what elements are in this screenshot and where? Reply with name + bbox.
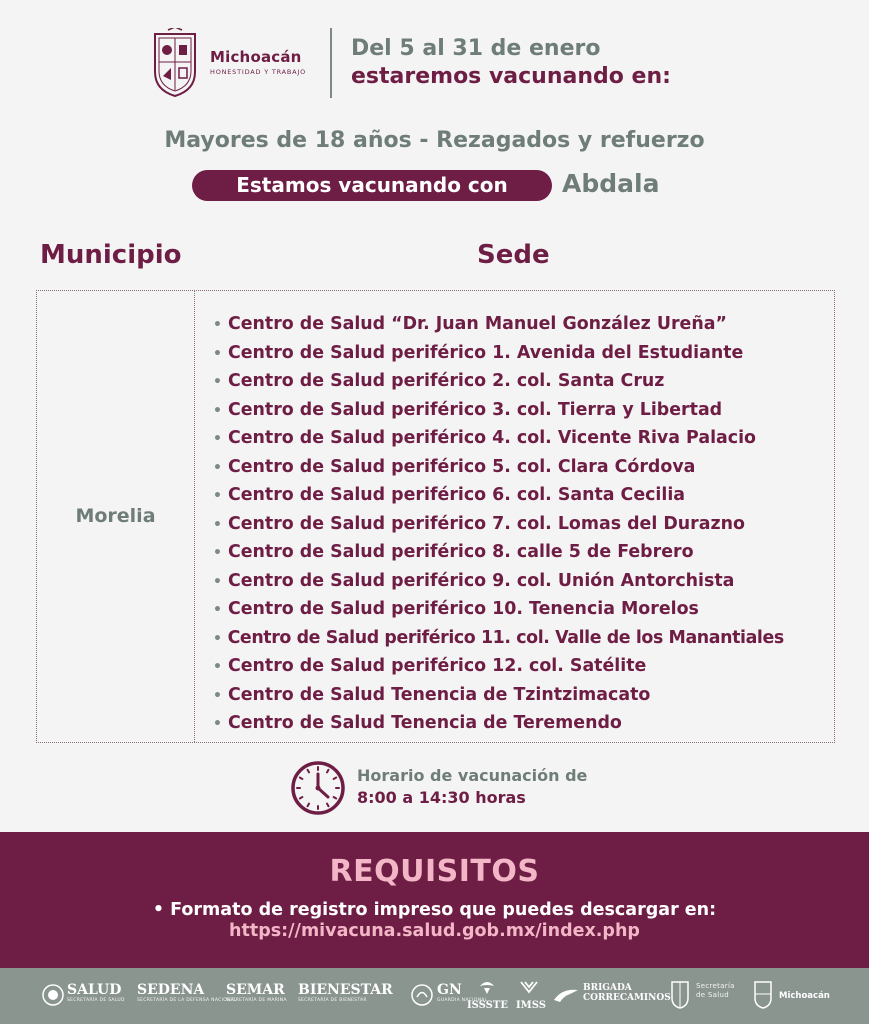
logo-sedena: [137, 982, 237, 1003]
logo-bienestar: [298, 982, 393, 1003]
gn-seal-icon: [411, 984, 433, 1006]
secretaria-crest-icon: [670, 980, 690, 1010]
brand-name: Michoacán: [210, 48, 302, 66]
logo-secretaria-line2: de Salud: [696, 991, 729, 999]
list-item: [213, 482, 784, 511]
sede-name: Centro de Salud periférico 10. Tenencia Morelos: [227, 599, 699, 619]
bullet-icon: •: [213, 630, 222, 647]
header: [152, 26, 732, 100]
column-divider: [194, 291, 195, 742]
requirement-item: • Formato de registro impreso que puedes descargar en:: [152, 900, 717, 920]
logo-secretaria-line1: Secretaría: [696, 982, 735, 990]
michoacan-footer-crest-icon: [753, 980, 773, 1010]
list-item: [213, 625, 784, 654]
list-item: [213, 568, 784, 597]
audience-subtitle: Mayores de 18 años - Rezagados y refuerzo: [164, 128, 705, 153]
logo-imss-text: IMSS: [516, 1000, 546, 1011]
vaccine-name: Abdala: [562, 169, 660, 198]
bullet-icon: •: [213, 345, 222, 362]
salud-seal-icon: [42, 984, 64, 1006]
bullet-icon: •: [213, 488, 222, 504]
list-item: [213, 511, 784, 540]
vaccine-pill: Estamos vacunando con: [192, 170, 552, 201]
logo-semar: [226, 982, 287, 1003]
logo-brigada-line1: BRIGADA: [583, 983, 632, 993]
logo-gn-text: GN: [437, 982, 462, 998]
sede-name: Centro de Salud “Dr. Juan Manuel González Ureña”: [227, 314, 727, 334]
headline: estaremos vacunando en:: [351, 64, 671, 89]
list-item: [213, 340, 784, 369]
municipio-cell: Morelia: [75, 505, 156, 527]
list-item: [213, 454, 784, 483]
bullet-icon: •: [213, 317, 222, 333]
footer-logos: [0, 968, 869, 1024]
sede-name: Centro de Salud periférico 11. col. Valle de los Manantiales: [227, 627, 784, 648]
column-header-sede: Sede: [477, 240, 550, 270]
vaccination-hours: [290, 758, 610, 818]
bullet-icon: •: [213, 602, 222, 618]
header-divider: [330, 28, 332, 98]
list-item: [213, 539, 784, 568]
clock-icon: [290, 760, 346, 816]
roadrunner-icon: [552, 986, 580, 1004]
hours-label: Horario de vacunación de: [357, 766, 588, 785]
sede-name: Centro de Salud periférico 8. calle 5 de Febrero: [227, 542, 694, 562]
issste-eagle-icon: [478, 978, 496, 996]
sede-name: Centro de Salud periférico 5. col. Clara Córdova: [227, 456, 696, 477]
logo-imss: [516, 998, 546, 1014]
bullet-icon: •: [213, 374, 222, 390]
bullet-icon: •: [213, 545, 222, 561]
logo-salud-text: SALUD: [67, 982, 122, 998]
bullet-icon: •: [213, 659, 222, 675]
imss-eagle-icon: [519, 978, 539, 996]
logo-semar-text: SEMAR: [226, 982, 285, 998]
requirements-section: [0, 832, 869, 968]
logo-issste-text: ISSSTE: [467, 1000, 508, 1011]
sede-name: Centro de Salud periférico 9. col. Unión Antorchista: [227, 570, 735, 591]
bullet-icon: •: [213, 687, 222, 704]
registration-link[interactable]: https://mivacuna.salud.gob.mx/index.php: [229, 921, 640, 941]
brand: [210, 48, 306, 76]
list-item: [213, 311, 784, 340]
list-item: [213, 368, 784, 397]
bullet-icon: •: [213, 459, 222, 476]
logo-sedena-text: SEDENA: [137, 982, 205, 998]
sede-name: Centro de Salud periférico 4. col. Vicente Riva Palacio: [227, 428, 756, 448]
date-range: Del 5 al 31 de enero: [351, 36, 601, 61]
bullet-icon: •: [213, 573, 222, 590]
logo-salud-sub: SECRETARÍA DE SALUD: [67, 998, 125, 1003]
sede-name: Centro de Salud Tenencia de Tzintzimacato: [227, 684, 651, 705]
bullet-icon: •: [213, 716, 222, 732]
column-header-municipio: Municipio: [40, 240, 182, 270]
logo-brigada: [583, 983, 671, 1003]
logo-bienestar-sub: SECRETARÍA DE BIENESTAR: [298, 998, 367, 1003]
list-item: [213, 397, 784, 426]
list-item: [213, 425, 784, 454]
sede-list: [213, 311, 784, 739]
logo-michoacan-text: Michoacán: [779, 991, 830, 1001]
sede-name: Centro de Salud periférico 12. col. Satélite: [227, 656, 647, 676]
logo-secretaria-salud: [696, 982, 735, 1000]
logo-semar-sub: SECRETARÍA DE MARINA: [226, 998, 287, 1003]
sede-name: Centro de Salud Tenencia de Teremendo: [227, 713, 622, 733]
logo-brigada-line2: CORRECAMINOS: [583, 993, 671, 1003]
michoacan-crest-icon: [152, 28, 198, 98]
logo-salud: [67, 982, 125, 1003]
sede-name: Centro de Salud periférico 3. col. Tierra y Libertad: [227, 399, 723, 420]
sites-table: [36, 290, 835, 743]
bullet-icon: •: [213, 516, 222, 533]
hours-value: 8:00 a 14:30 horas: [357, 788, 526, 807]
bullet-icon: •: [213, 431, 222, 447]
sede-name: Centro de Salud periférico 2. col. Santa Cruz: [227, 371, 665, 391]
brand-tagline: HONESTIDAD Y TRABAJO: [210, 68, 307, 76]
logo-gn-sub: GUARDIA NACIONAL: [437, 998, 488, 1003]
sede-name: Centro de Salud periférico 1. Avenida del Estudiante: [227, 342, 744, 363]
list-item: [213, 682, 784, 711]
requirements-title: REQUISITOS: [329, 854, 540, 889]
logo-michoacan: [779, 988, 830, 1004]
logo-bienestar-text: BIENESTAR: [298, 982, 393, 998]
list-item: [213, 596, 784, 625]
bullet-icon: •: [213, 402, 222, 419]
list-item: [213, 653, 784, 682]
logo-sedena-sub: SECRETARÍA DE LA DEFENSA NACIONAL: [137, 998, 237, 1003]
logo-issste: [467, 998, 508, 1014]
sede-name: Centro de Salud periférico 7. col. Lomas del Durazno: [227, 513, 745, 534]
list-item: [213, 710, 784, 739]
sede-name: Centro de Salud periférico 6. col. Santa Cecilia: [227, 485, 686, 505]
